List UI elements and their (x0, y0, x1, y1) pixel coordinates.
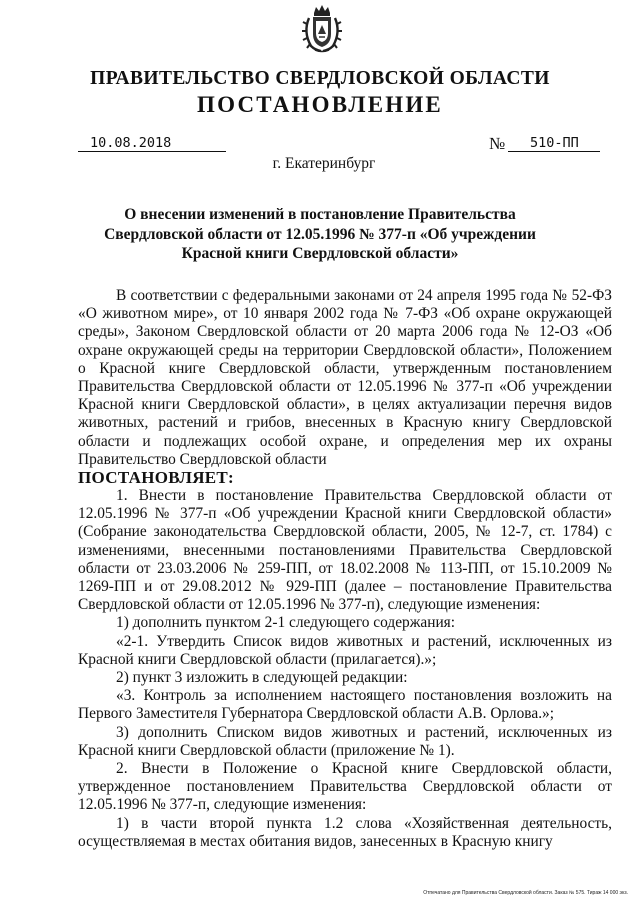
paragraph-1-1-quote: «2-1. Утвердить Список видов животных и растений, исключенных из Красной книги Свердловской области (прилагается).»; (78, 632, 612, 668)
heading-line-2: Свердловской области от 12.05.1996 № 377-п «Об учреждении (104, 225, 536, 243)
coat-of-arms-icon (301, 4, 343, 54)
paragraph-1: 1. Внести в постановление Правительства Свердловской области от 12.05.1996 № 377-п «Об учреждении Красной книги Свердловской области» (Собрание законодательства Свердловской области, 2005, № 12-7, ст. 1784) с изменениями, внесенными постановлениями Правительства Свердловской области от 23.03.2006 № 259-ПП, от 18.02.2008 № 113-ПП, от 15.10.2009 № 1269-ПП и от 29.08.2012 № 929-ПП (далее – постановление Правительства Свердловской области от 12.05.1996 № 377-п), следующие изменения: (78, 487, 612, 614)
paragraph-2-1: 1) в части второй пункта 1.2 слова «Хозяйственная деятельность, осуществляемая в местах обитания видов, занесенных в Красную книгу (78, 814, 612, 850)
document-number: 510-ПП (508, 135, 600, 152)
document-body (78, 287, 612, 851)
paragraph-1-2: 2) пункт 3 изложить в следующей редакции: (116, 669, 408, 687)
government-title: ПРАВИТЕЛЬСТВО СВЕРДЛОВСКОЙ ОБЛАСТИ (90, 68, 550, 89)
number-label: № (489, 134, 506, 153)
document-type: ПОСТАНОВЛЕНИЕ (197, 92, 443, 117)
paragraph-2: 2. Внести в Положение о Красной книге Свердловской области, утвержденное постановлением Правительства Свердловской области от 12.05.1996 № 377-п, следующие изменения: (78, 760, 612, 814)
heading-line-3: Красной книги Свердловской области» (181, 245, 459, 262)
document-heading (100, 205, 540, 264)
resolves-label: ПОСТАНОВЛЯЕТ: (78, 468, 235, 488)
paragraph-1-3: 3) дополнить Списком видов животных и растений, исключенных из Красной книги Свердловской области (приложение № 1). (78, 723, 612, 759)
paragraph-1-1: 1) дополнить пунктом 2-1 следующего содержания: (116, 614, 456, 632)
preamble: В соответствии с федеральными законами от 24 апреля 1995 года № 52-ФЗ «О животном мире», от 10 января 2002 года № 7-ФЗ «Об охране окружающей среды», Законом Свердловской области от 20 марта 2006 года № 12-ОЗ «Об охране окружающей среды на территории Свердловской области», Положением о Красной книге Свердловской области, утвержденным постановлением Правительства Свердловской области от 12.05.1996 № 377-п «Об учреждении Красной книги Свердловской области», в целях актуализации перечня видов животных, растений и грибов, внесенных в Красную книгу Свердловской области и подлежащих особой охране, и определения мер их охраны Правительство Свердловской области (78, 287, 612, 468)
document-date: 10.08.2018 (78, 135, 226, 152)
print-note: Отпечатано для Правительства Свердловской области. Заказ № 575. Тираж 14 000 экз. (423, 890, 628, 896)
heading-line-1: О внесении изменений в постановление Правительства (124, 206, 516, 223)
paragraph-1-2-quote: «3. Контроль за исполнением настоящего постановления возложить на Первого Заместителя Губернатора Свердловской области А.В. Орлова.»; (78, 687, 612, 723)
city: г. Екатеринбург (272, 155, 376, 172)
